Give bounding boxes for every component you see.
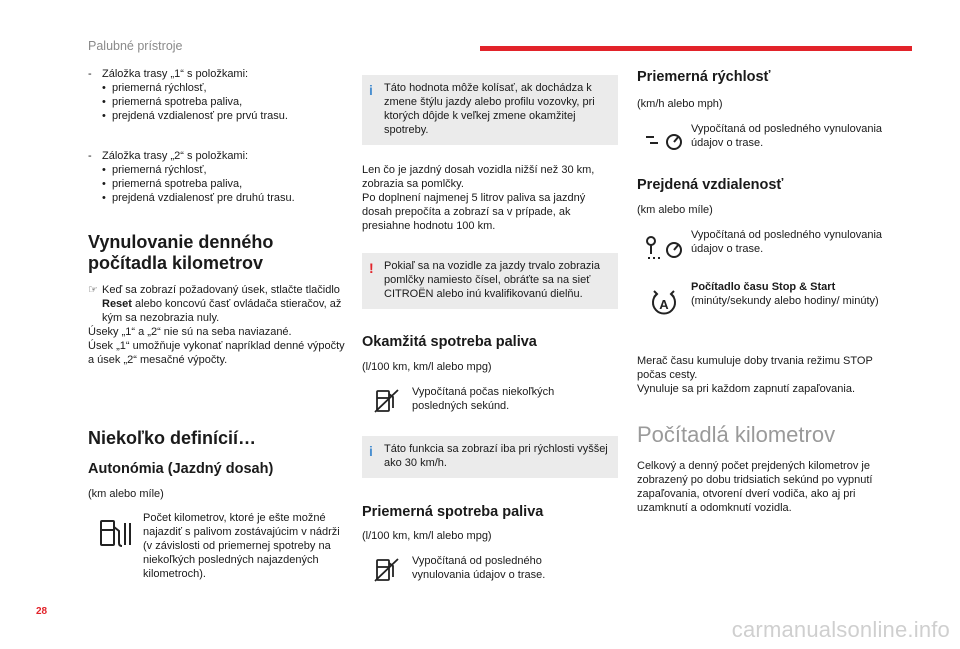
header-accent-bar: [480, 46, 912, 51]
autonomy-unit: (km alebo míle): [88, 488, 164, 500]
stop-start-letter: A: [659, 297, 669, 312]
average-speed-row: [637, 122, 901, 152]
stop-start-desc: (minúty/sekundy alebo hodiny/ minúty): [691, 295, 879, 307]
average-speed-heading: Priemerná rýchlosť: [637, 69, 771, 85]
autonomy-desc: Počet kilometrov, ktoré je ešte možné najazdiť s palivom zostávajúcim v nádrži (v závislosti od priemernej spotreby na niekoľkých posledných najazdených kilometroch).: [143, 512, 340, 580]
info-note: i Táto hodnota môže kolísať, ak dochádza k zmene štýlu jazdy alebo profilu vozovky, pri ktorých dôjde k veľkej zmene okamžitej spotreby.: [362, 75, 618, 145]
trip1-block: [88, 67, 348, 123]
distance-gauge-icon: [637, 228, 691, 262]
range-para1: Len čo je jazdný dosah vozidla nižší než 30 km, zobrazia sa pomlčky.: [362, 164, 595, 190]
column-left: [88, 67, 348, 581]
warning-icon: !: [369, 260, 374, 276]
timer-para1: Merač času kumuluje doby trvania režimu STOP počas cesty.: [637, 355, 873, 381]
pointer-icon: ☞: [88, 284, 98, 296]
list-item: • prejdená vzdialenosť pre prvú trasu.: [102, 110, 288, 122]
average-consumption-desc: Vypočítaná od posledného vynulovania údajov o trase.: [412, 555, 546, 581]
autonomy-heading: Autonómia (Jazdný dosah): [88, 461, 274, 477]
trip1-intro: Záložka trasy „1“ s položkami:: [102, 68, 249, 80]
instant-consumption-heading: Okamžitá spotreba paliva: [362, 334, 537, 350]
list-item: • priemerná rýchlosť,: [102, 164, 207, 176]
distance-unit: (km alebo míle): [637, 204, 713, 216]
odometers-heading: Počítadlá kilometrov: [637, 422, 836, 447]
page-number: 28: [36, 606, 48, 617]
odometers-desc: Celkový a denný počet prejdených kilometrov je zobrazený po dobu tridsiatich sekúnd po vypnutí zapaľovania, otvorení dverí vodiča, ako aj pri uzamknutí a odomknutí vozidla.: [637, 460, 873, 514]
section-header: Palubné prístroje: [88, 39, 183, 53]
average-speed-desc: Vypočítaná od posledného vynulovania údajov o trase.: [691, 123, 883, 149]
reset-instructions: ☞ Keď sa zobrazí požadovaný úsek, stlačte tlačidlo Reset alebo koncovú časť ovládača stieračov, až kým sa nezobrazia nuly. Úseky „1“ a „2“ nie sú na seba naviazané. Úsek „1“ umožňuje vykonať napríklad denné výpočty a úsek „2“ mesačné výpočty.: [88, 283, 348, 367]
average-consumption-heading: Priemerná spotreba paliva: [362, 504, 544, 520]
fuel-pump-average-icon: [362, 554, 412, 583]
average-consumption-row: [362, 554, 618, 583]
average-consumption-unit: (l/100 km, km/l alebo mpg): [362, 530, 492, 542]
column-right: [637, 67, 901, 515]
list-item: • prejdená vzdialenosť pre druhú trasu.: [102, 192, 295, 204]
column-middle: [362, 67, 618, 583]
distance-row: [637, 228, 901, 262]
dash-marker: -: [88, 68, 92, 80]
instant-consumption-unit: (l/100 km, km/l alebo mpg): [362, 361, 492, 373]
dash-marker: -: [88, 150, 92, 162]
speed-dash-gauge-icon: [637, 122, 691, 152]
info-icon: i: [369, 443, 373, 459]
reset-heading: Vynulovanie denného počítadla kilometrov: [88, 232, 274, 273]
instant-consumption-desc: Vypočítaná počas niekoľkých posledných sekúnd.: [412, 386, 555, 412]
info-note: i Táto funkcia sa zobrazí iba pri rýchlosti vyššej ako 30 km/h.: [362, 436, 618, 478]
warning-note: ! Pokiaľ sa na vozidle za jazdy trvalo zobrazia pomlčky namiesto čísel, obráťte sa na sieť CITROËN alebo inú kvalifikovanú dielňu.: [362, 253, 618, 309]
trip2-intro: Záložka trasy „2“ s položkami:: [102, 150, 249, 162]
trip2-block: [88, 149, 348, 205]
stop-start-icon: [637, 280, 691, 318]
average-speed-unit: (km/h alebo mph): [637, 98, 723, 110]
list-item: • priemerná spotreba paliva,: [102, 178, 243, 190]
distance-desc: Vypočítaná od posledného vynulovania údajov o trase.: [691, 229, 883, 255]
info-icon: i: [369, 82, 373, 98]
reset-word: Reset: [102, 298, 132, 310]
list-item: • priemerná spotreba paliva,: [102, 96, 243, 108]
stop-start-text: [691, 280, 891, 308]
range-para2: Po doplnení najmenej 5 litrov paliva sa jazdný dosah prepočíta a zobrazí sa v prípade, ak presiahne hodnotu 100 km.: [362, 192, 586, 232]
timer-para2: Vynuluje sa pri každom zapnutí zapaľovania.: [637, 383, 856, 395]
distance-heading: Prejdená vzdialenosť: [637, 177, 784, 193]
instant-consumption-row: [362, 385, 618, 414]
stop-start-heading: Počítadlo času Stop & Start: [691, 281, 836, 293]
watermark: carmanualsonline.info: [731, 617, 950, 642]
reset-line2: Úseky „1“ a „2“ nie sú na seba naviazané.: [88, 326, 292, 338]
definitions-heading: Niekoľko definícií…: [88, 428, 256, 448]
reset-line3: Úsek „1“ umožňuje vykonať napríklad denné výpočty a úsek „2“ mesačné výpočty.: [88, 340, 345, 366]
fuel-pump-instant-icon: [362, 385, 412, 414]
list-item: • priemerná rýchlosť,: [102, 82, 207, 94]
fuel-pump-range-icon: [88, 511, 143, 549]
stop-start-row: [637, 280, 901, 318]
autonomy-row: [88, 511, 348, 581]
